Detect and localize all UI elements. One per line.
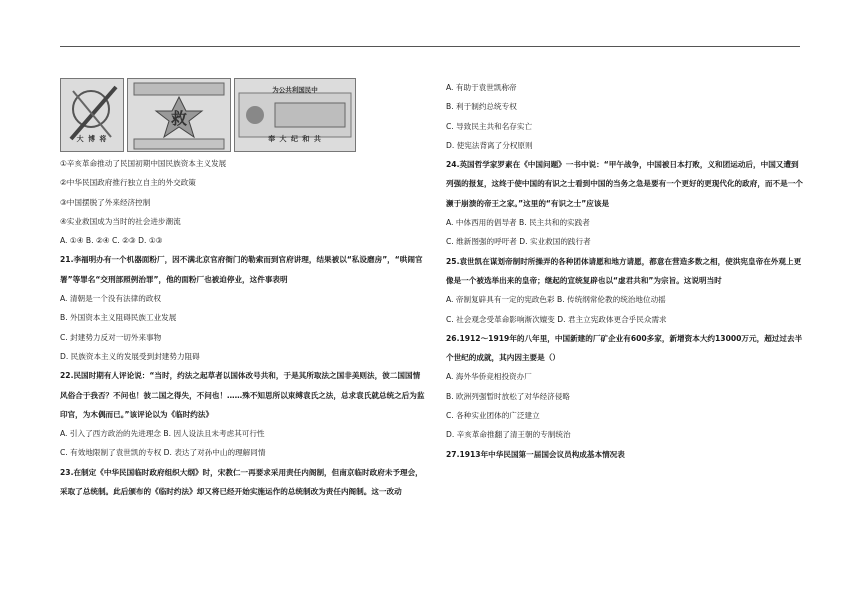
left-option-line: B. 外国资本主义阻碍民族工业发展 — [60, 313, 177, 323]
right-option-line: D. 辛亥革命推翻了清王朝的专制统治 — [446, 430, 571, 440]
left-question-stem: 23.在制定《中华民国临时政府组织大纲》时，宋教仁一再要求采用责任内阁制，但南京临时政府未予理会，采取了总统制。此后颁布的《临时约法》却又将已经开始实施运作的总统制改为责任内阁制。这一改动 — [60, 467, 423, 497]
right-question-stem: 27.1913年中华民国第一届国会议员构成基本情况表 — [446, 449, 625, 459]
stamp-image-1 — [60, 78, 124, 152]
right-option-line: A. 中体西用的倡导者 B. 民主共和的实践者 — [446, 218, 590, 228]
left-option-line: A. 引入了西方政治的先进理念 B. 因人设法且未考虑其可行性 — [60, 429, 265, 439]
right-option-line: C. 导致民主共和名存实亡 — [446, 121, 533, 131]
left-option-line: ④实业救国成为当时的社会进步潮流 — [60, 216, 181, 226]
stamp-center-glyph: 救 — [170, 109, 187, 128]
left-option-line: A. ①④ B. ②④ C. ②③ D. ①③ — [60, 236, 163, 246]
stamp-images — [60, 78, 425, 152]
stamp-image-3 — [234, 78, 356, 152]
right-column — [446, 78, 806, 464]
stamp-caption: 大 博 将 — [76, 134, 108, 143]
right-option-line: A. 海外华侨竞相投资办厂 — [446, 372, 532, 382]
left-option-line: C. 有效地限制了袁世凯的专权 D. 表达了对孙中山的理解同情 — [60, 448, 266, 458]
right-option-line: B. 欧洲列强暂时放松了对华经济侵略 — [446, 391, 570, 401]
right-question-stem: 24.英国哲学家罗素在《中国问题》一书中说：“甲午战争，中国被日本打败，义和团运动后，中国又遭到列强的报复，这终于使中国的有识之士看到中国的当务之急是要有一个更好的更现代化的政府，而不是一个濒于崩溃的帝王之家。”这里的“有识之士”应该是 — [446, 160, 803, 208]
right-question-stem: 25.袁世凯在谋划帝制时所操弄的各种团体请愿和地方请愿，都意在营造多数之相，使洪宪皇帝在外观上更像是一个被选举出来的皇帝；继起的宣统复辟也以“虚君共和”为宗旨。这说明当时 — [446, 256, 802, 285]
left-option-line: D. 民族资本主义的发展受到封建势力阻碍 — [60, 351, 200, 361]
left-question-stem: 22.民国时期有人评论说：“当时，约法之起草者以国体改号共和，于是其所取法之国非美则法，彼二国国情风俗合于我否？不问也！彼二国之得失，不问也！……殊不知思所以束缚袁氏之法，总求袁氏就总统之后为监印官，为木偶而已。”该评论以为《临时约法》 — [60, 371, 425, 419]
left-option-line: ①辛亥革命推动了民国初期中国民族资本主义发展 — [60, 159, 227, 168]
stamp-caption: 奉 大 纪 和 共 — [268, 134, 322, 143]
stamp-image-2 — [127, 78, 231, 152]
right-option-line: C. 维新图强的呼吁者 D. 实业救国的践行者 — [446, 237, 591, 247]
right-option-line: B. 利于制约总统专权 — [446, 102, 517, 112]
right-option-line: A. 帝制复辟具有一定的宪政色彩 B. 传统纲常伦教的统治地位动摇 — [446, 295, 666, 305]
header-rule — [60, 46, 800, 47]
right-option-line: C. 各种实业团体的广泛建立 — [446, 411, 540, 421]
left-option-line: ③中国摆脱了外来经济控制 — [60, 197, 151, 207]
right-option-line: A. 有助于袁世凯称帝 — [446, 83, 517, 92]
stamp-top-text: 为公共利国民中 — [272, 86, 318, 94]
right-question-stem: 26.1912～1919年的八年里，中国新建的厂矿企业有600多家，新增资本大约13000万元，超过过去半个世纪的成就，其内因主要是（） — [446, 333, 803, 363]
right-option-line: C. 社会观念受革命影响渐次嬗变 D. 君主立宪政体更合乎民众需求 — [446, 314, 667, 324]
left-column — [60, 78, 425, 501]
left-option-line: A. 清朝是一个没有法律的政权 — [60, 294, 162, 304]
right-option-line: D. 使宪法背离了分权原则 — [446, 140, 533, 150]
left-option-line: ②中华民国政府推行独立自主的外交政策 — [60, 178, 196, 188]
left-question-stem: 21.李福明办有一个机器面粉厂，因不满北京官府衙门的勒索而到官府讲理，结果被以“私设磨房”，“哄闹官署”等罪名“交刑部照例治罪”，他的面粉厂也被迫停业，这件事表明 — [60, 255, 423, 284]
left-option-line: C. 封建势力反对一切外来事物 — [60, 332, 162, 342]
